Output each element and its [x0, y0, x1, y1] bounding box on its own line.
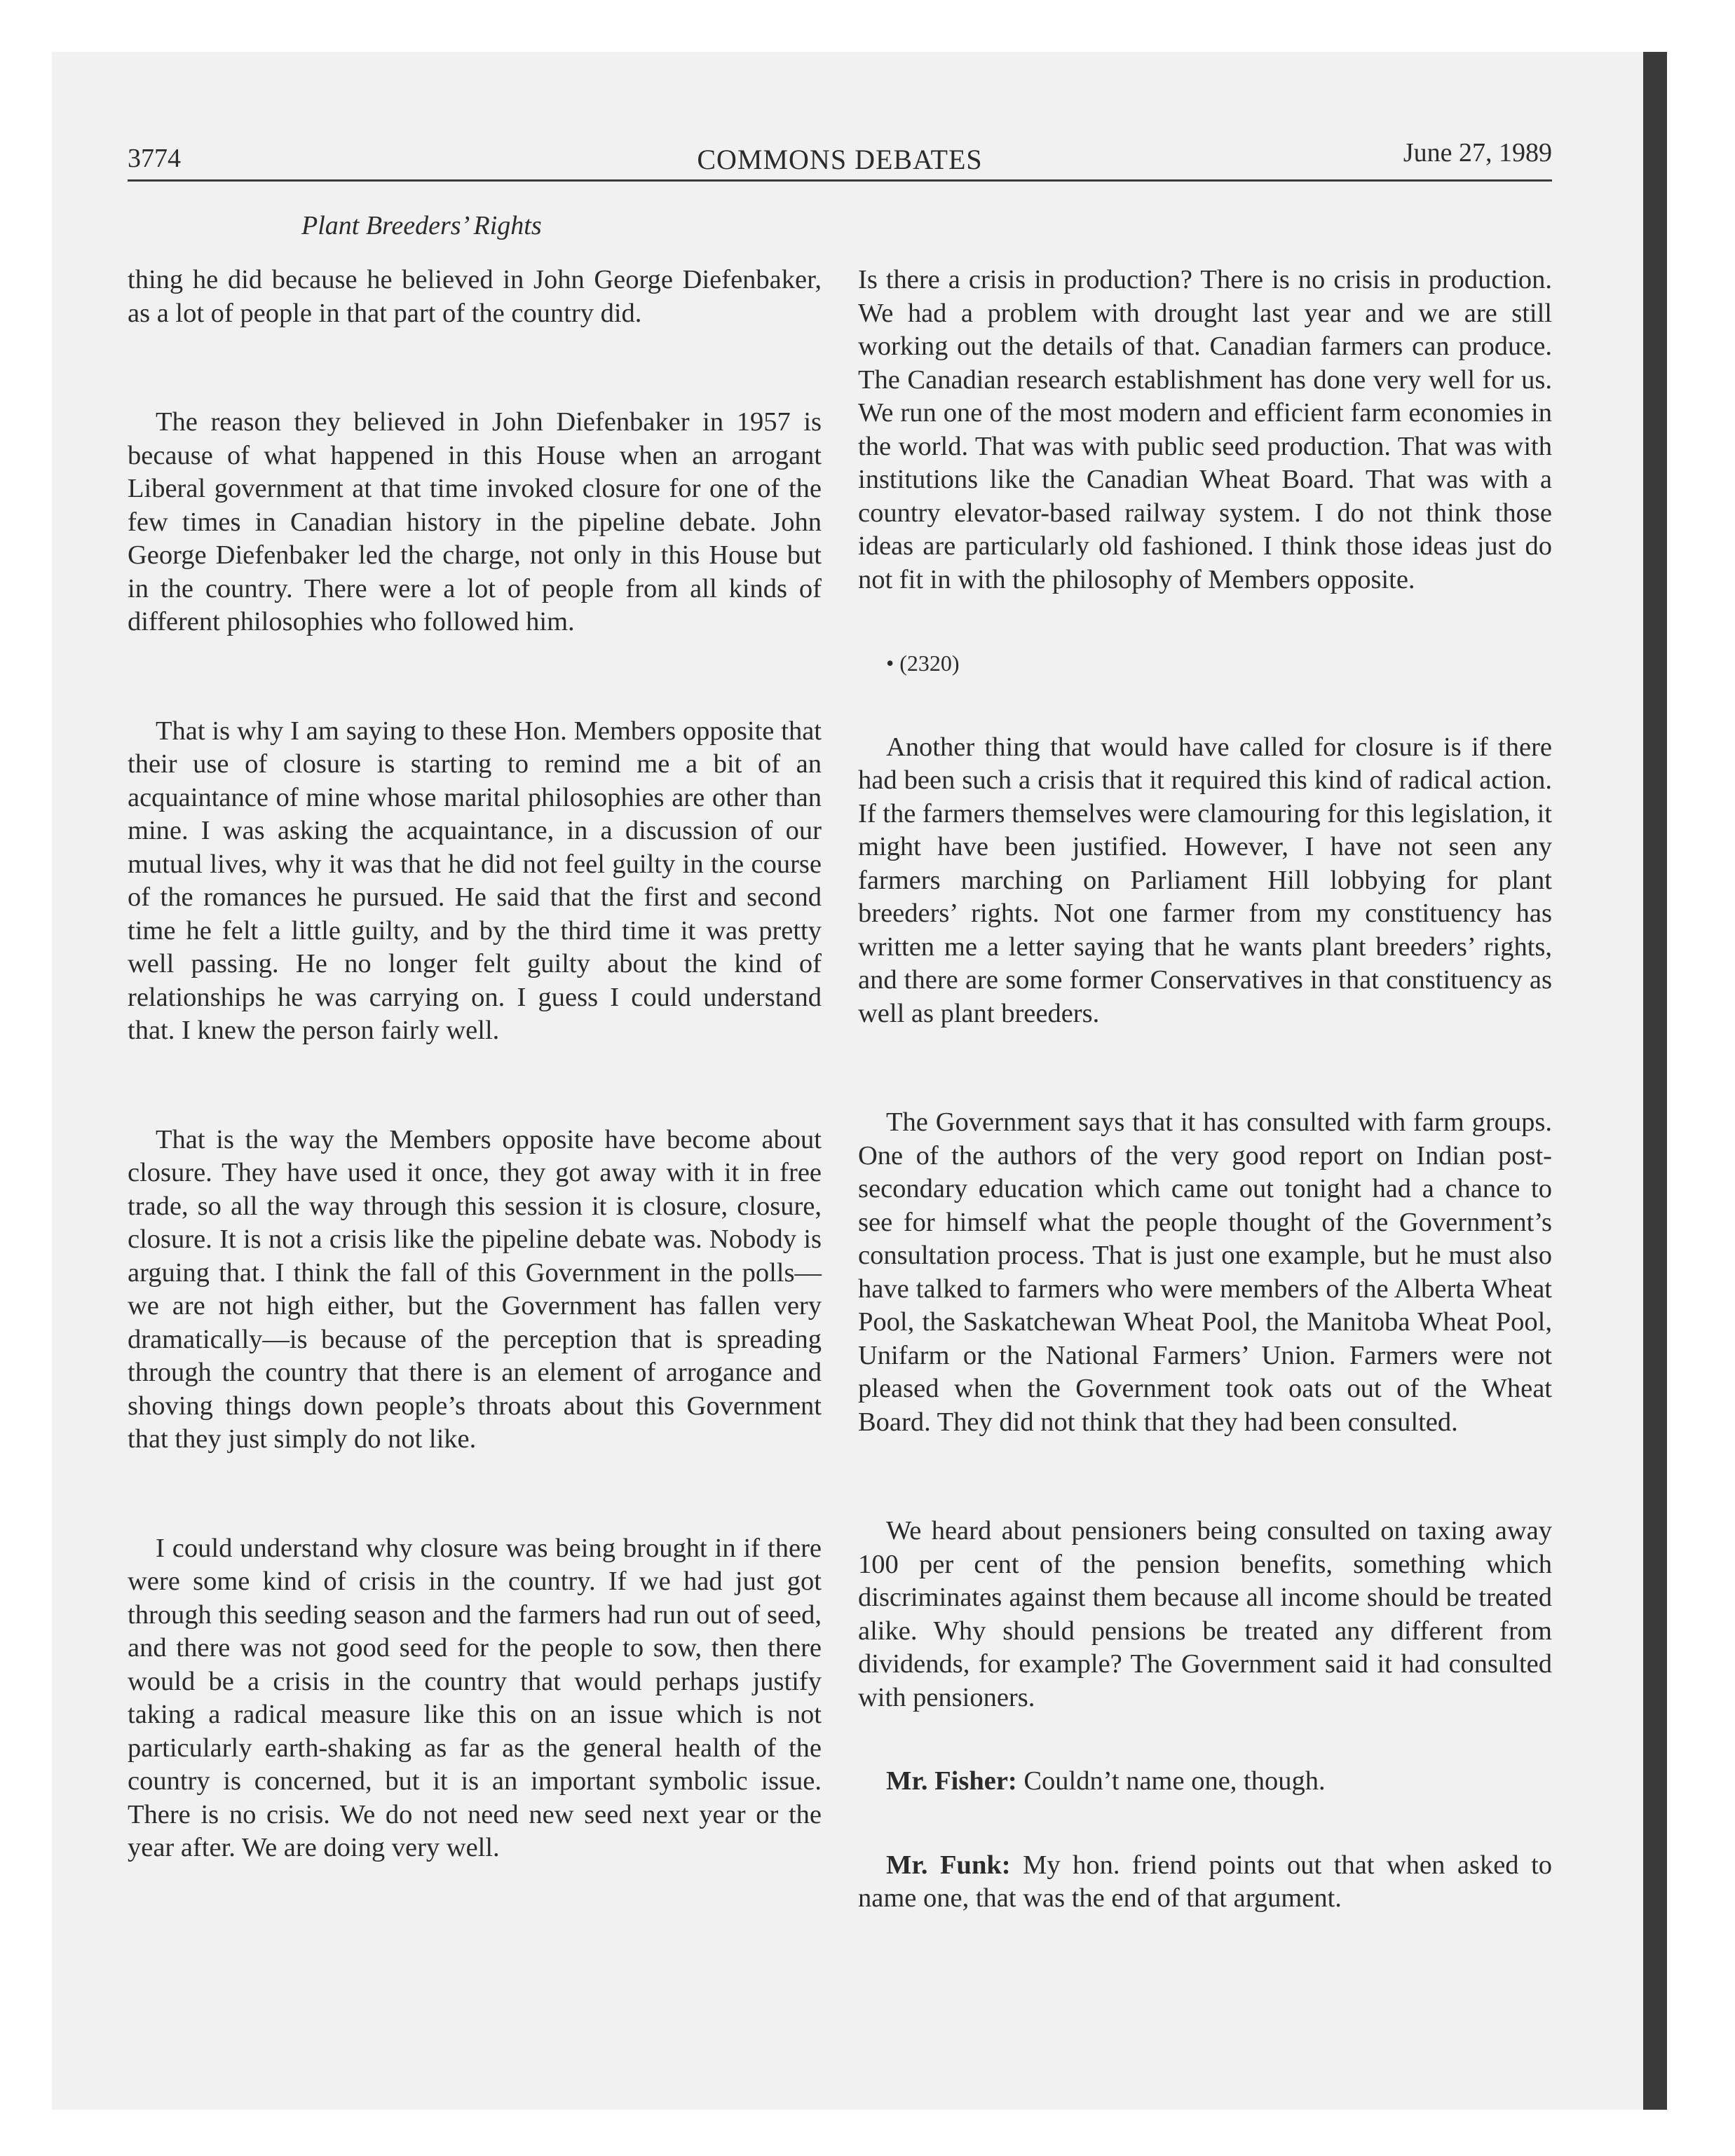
paragraph: That is why I am saying to these Hon. Members opposite that their use of closure is starting to remind me a bit of an acquaintance of mine whose marital philosophies are other than mine. I was asking the acquaintance, in a discussion of our mutual lives, why it was that he did not feel guilty in the course of the romances he pursued. He said that the first and second time he felt a little guilty, and by the third time it was pretty well passing. He no longer felt guilty about the kind of relationships he was carrying on. I guess I could understand that. I knew the person fairly well. [128, 716, 822, 1045]
left-column [128, 264, 822, 1865]
paragraph: We heard about pensioners being consulted on taxing away 100 per cent of the pension benefits, something which discriminates against them because all income should be treated alike. Why should pensions be treated any different from dividends, for example? The Government said it had consulted with pensioners. [858, 1516, 1552, 1712]
paragraph: thing he did because he believed in John George Diefenbaker, as a lot of people in that part of the country did. [128, 265, 822, 328]
publication-date: June 27, 1989 [1403, 138, 1552, 168]
paragraph: Is there a crisis in production? There is no crisis in production. We had a problem with drought last year and we are still working out the details of that. Canadian farmers can produce. The Canadian research establishment has done very well for us. We run one of the most modern and efficient farm economies in the world. That was with public seed production. That was with institutions like the Canadian Wheat Board. That was with a country elevator-based railway system. I do not think those ideas are particularly old fashioned. I think those ideas just do not fit in with the philosophy of Members opposite. [858, 265, 1552, 594]
speech-text: My hon. friend points out that when asked to name one, that was the end of that argument. [858, 1850, 1553, 1913]
right-column [858, 264, 1552, 1916]
time-marker: • (2320) [886, 650, 960, 676]
paragraph: That is the way the Members opposite have become about closure. They have used it once, they got away with it in free trade, so all the way through this session it is closure, closure, closure. It is not a crisis like the pipeline debate was. Nobody is arguing that. I think the fall of this Government in the polls—we are not high either, but the Government has fallen very dramatically—is because of the perception that is spreading through the country that there is an element of arrogance and shoving things down people’s throats about this Government that they just simply do not like. [128, 1124, 822, 1454]
speaker-name: Mr. Funk: [886, 1850, 1011, 1880]
paragraph: The Government says that it has consulted with farm groups. One of the authors of the very good report on Indian post-secondary education which came out tonight had a chance to see for himself what the people thought of the Government’s consultation process. That is just one example, but he must also have talked to farmers who were members of the Alberta Wheat Pool, the Saskatchewan Wheat Pool, the Manitoba Wheat Pool, Unifarm or the National Farmers’ Union. Farmers were not pleased when the Government took oats out of the Wheat Board. They did not think that they had been consulted. [858, 1107, 1552, 1437]
speech [858, 1765, 1552, 1799]
paragraph: I could understand why closure was being brought in if there were some kind of crisis in the country. If we had just got through this seeding season and the farmers had run out of seed, and there was not good seed for the people to sow, then there would be a crisis in the country that would perhaps justify taking a radical measure like this on an issue which is not particularly earth-shaking as far as the general health of the country is concerned, but it is an important symbolic issue. There is no crisis. We do not need new seed next year or the year after. We are doing very well. [128, 1533, 822, 1862]
header-rule [128, 179, 1552, 182]
speaker-name: Mr. Fisher: [886, 1766, 1017, 1796]
scan-edge-shadow [1643, 52, 1667, 2110]
publication-title: COMMONS DEBATES [697, 144, 983, 175]
page-header [128, 137, 1552, 182]
paragraph: Another thing that would have called for closure is if there had been such a crisis that it required this kind of radical action. If the farmers themselves were clamouring for this legislation, it might have been justified. However, I have not seen any farmers marching on Parliament Hill lobbying for plant breeders’ rights. Not one farmer from my constituency has written me a letter saying that he wants plant breeders’ rights, and there are some former Conservatives in that constituency as well as plant breeders. [858, 732, 1553, 1028]
paragraph: The reason they believed in John Diefenbaker in 1957 is because of what happened in this House when an arrogant Liberal government at that time invoked closure for one of the few times in Canadian history in the pipeline debate. John George Diefenbaker led the charge, not only in this House but in the country. There were a lot of people from all kinds of different philosophies who followed him. [128, 407, 822, 636]
speech-text: Couldn’t name one, though. [1023, 1766, 1326, 1796]
page-number: 3774 [128, 144, 181, 173]
speech [858, 1849, 1552, 1916]
running-title: Plant Breeders’ Rights [301, 211, 542, 240]
